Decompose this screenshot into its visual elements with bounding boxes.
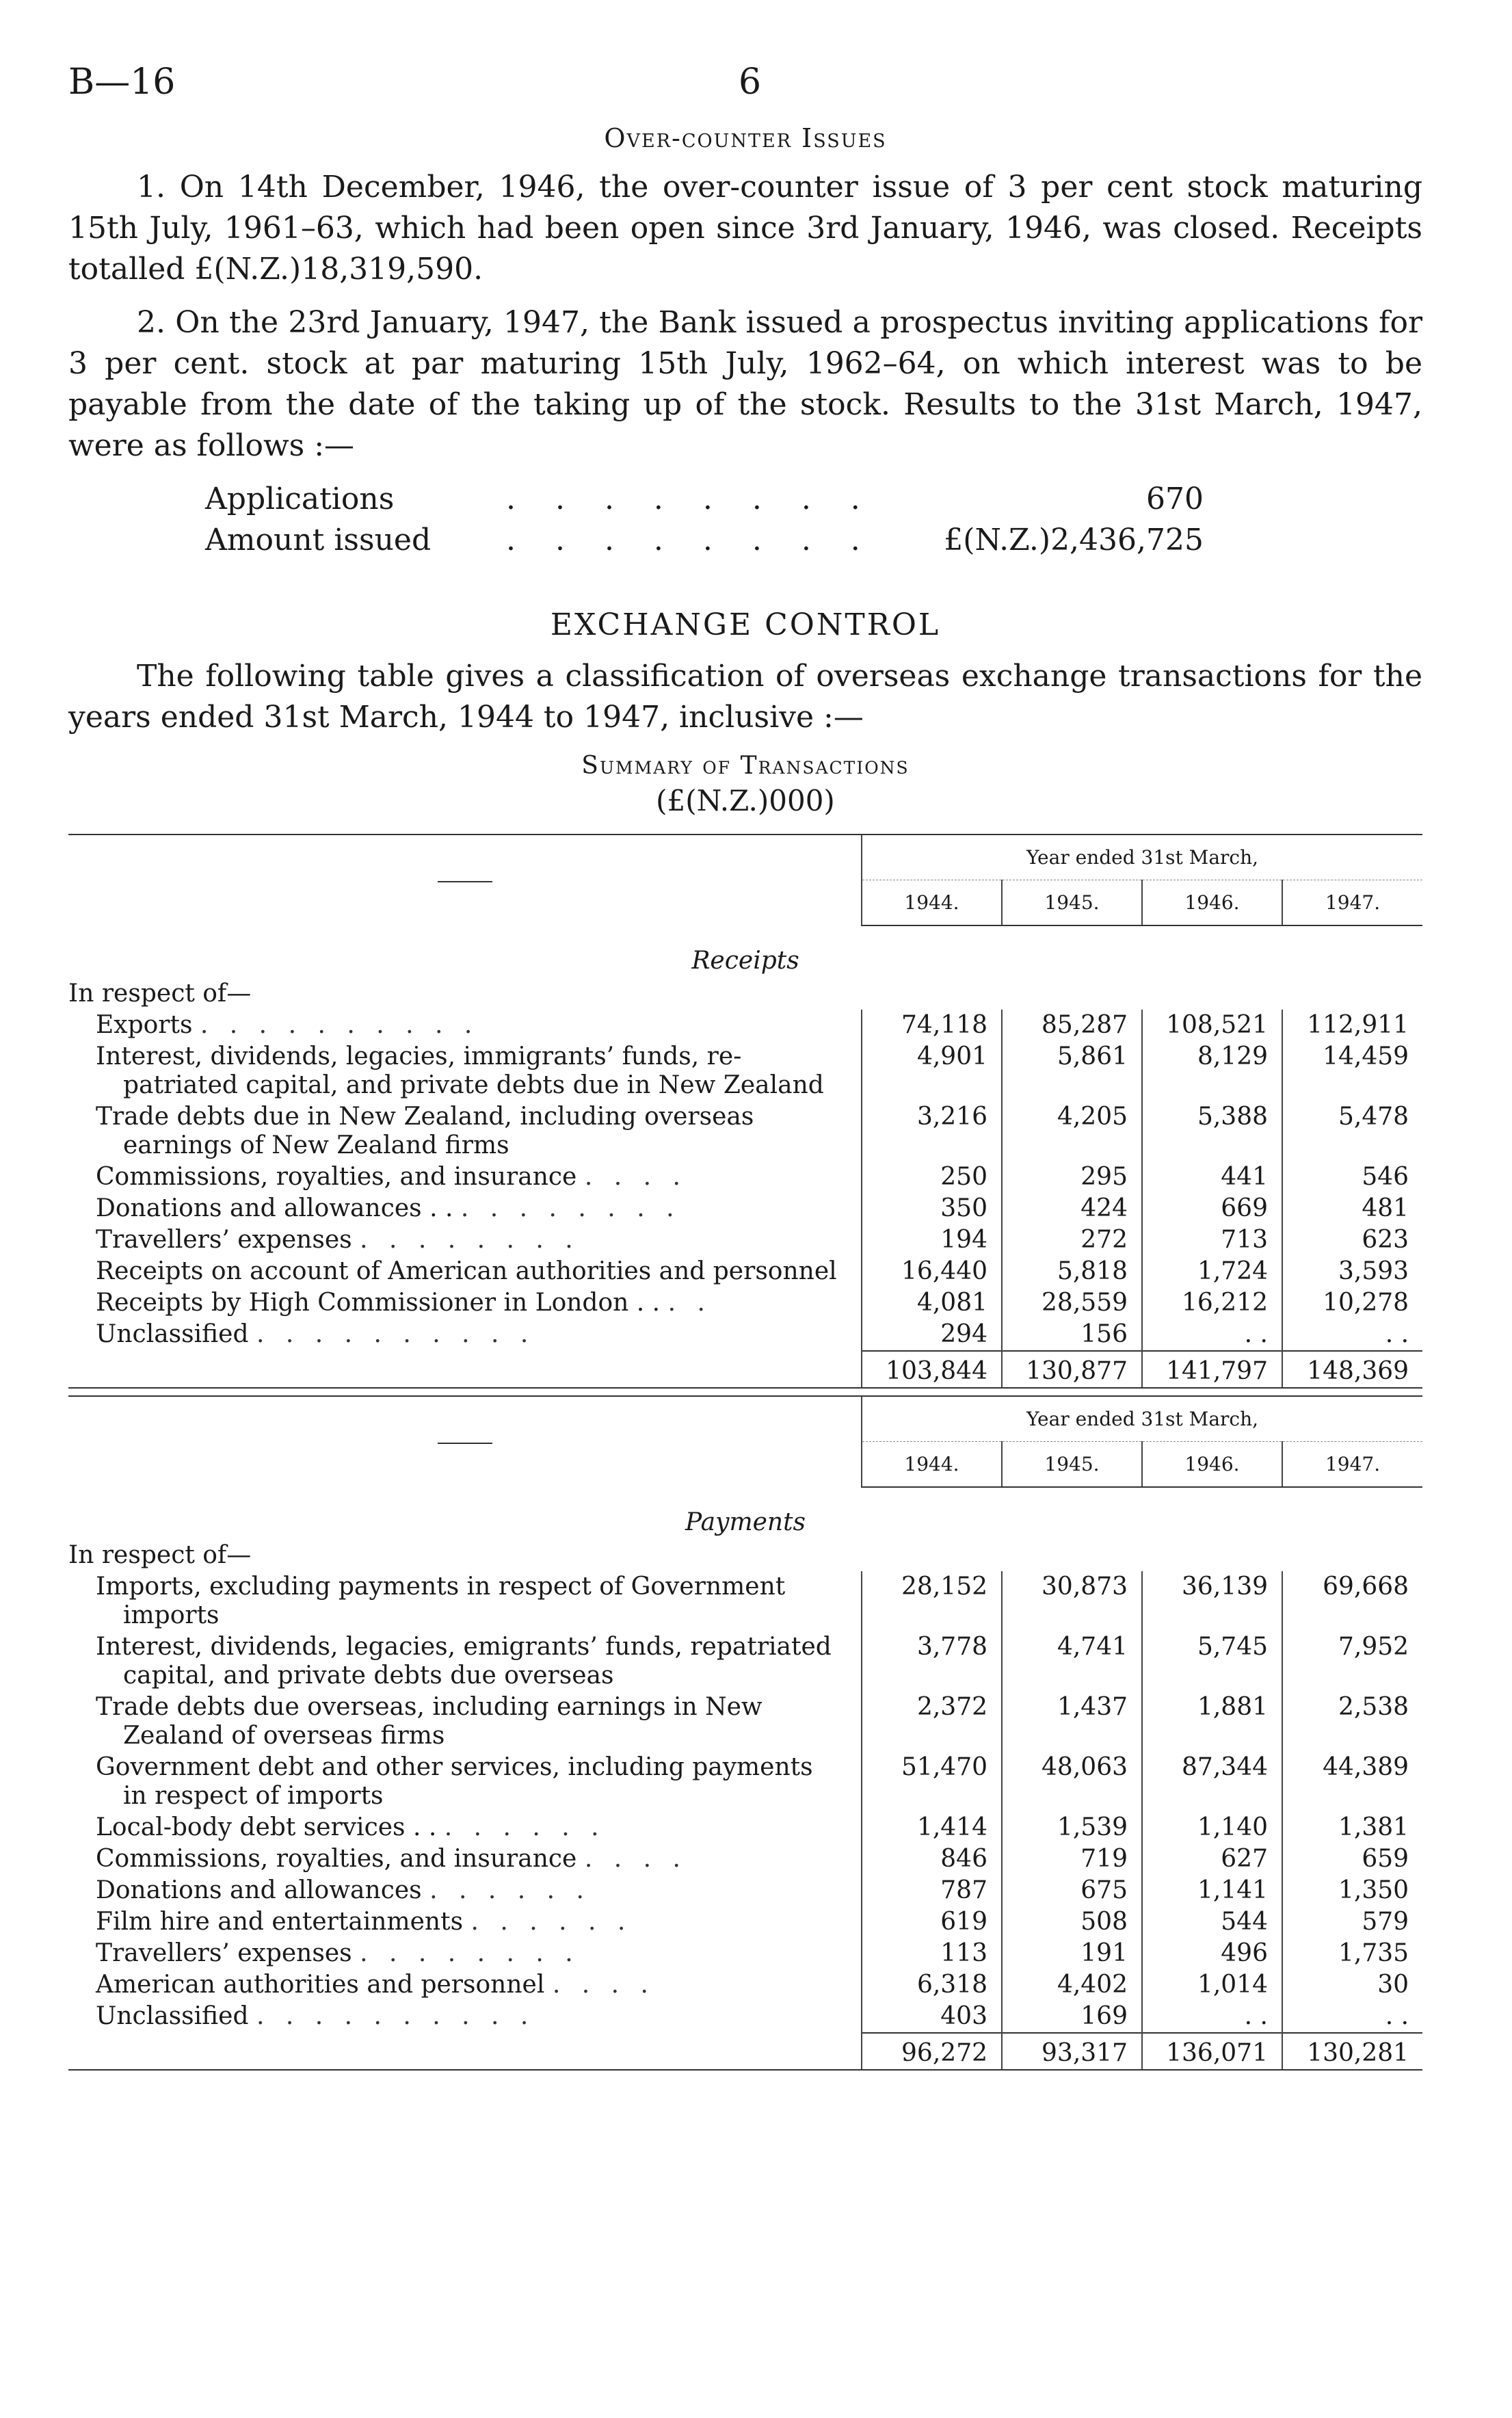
value-cell: 113: [862, 1938, 1002, 1969]
row-description: Trade debts due in New Zealand, including overseas earnings of New Zealand firms: [96, 1103, 754, 1159]
value-cell: 4,402: [1002, 1969, 1142, 2001]
receipts-table: [68, 834, 1422, 1389]
table-row: [68, 1041, 1422, 1101]
totals-row: [68, 1351, 1422, 1388]
value-cell: 8,129: [1142, 1041, 1282, 1101]
value-cell: . .: [1142, 1319, 1282, 1351]
value-cell: 1,381: [1282, 1812, 1422, 1843]
row-description: Donations and allowances . . . . . . . . . .: [96, 1194, 681, 1222]
value-cell: 6,318: [862, 1969, 1002, 2001]
total-cell: 96,272: [862, 2033, 1002, 2070]
dot-leader: . . . . . . . .: [360, 1939, 580, 1967]
dot-leader: . . . . . . . .: [460, 1194, 681, 1222]
year-span-header: Year ended 31st March,: [862, 1396, 1422, 1442]
value-cell: 424: [1002, 1193, 1142, 1224]
section-heading-receipts: Receipts: [691, 947, 799, 975]
value-cell: 16,212: [1142, 1287, 1282, 1319]
table-row: [68, 2001, 1422, 2033]
total-cell: 130,281: [1282, 2033, 1422, 2070]
value-cell: 5,478: [1282, 1101, 1422, 1161]
dot-leader: . . . .: [584, 1845, 687, 1873]
value-cell: 191: [1002, 1938, 1142, 1969]
value-cell: 194: [862, 1224, 1002, 1256]
value-cell: 787: [862, 1875, 1002, 1906]
value-cell: 48,063: [1002, 1752, 1142, 1812]
exchange-control-title: EXCHANGE CONTROL: [550, 607, 941, 642]
value-cell: 69,668: [1282, 1571, 1422, 1631]
table-row: [68, 1843, 1422, 1875]
value-cell: 579: [1282, 1906, 1422, 1938]
value-cell: 403: [862, 2001, 1002, 2033]
table-row: [68, 1287, 1422, 1319]
row-description: Film hire and entertainments . . . . . .: [96, 1908, 633, 1936]
table-row: [68, 1875, 1422, 1906]
value-cell: 16,440: [862, 1256, 1002, 1287]
value-cell: 30,873: [1002, 1571, 1142, 1631]
dot-leader: . . . . . . . . . .: [256, 2002, 535, 2030]
value-cell: 3,216: [862, 1101, 1002, 1161]
value-cell: 3,593: [1282, 1256, 1422, 1287]
value-cell: 1,735: [1282, 1938, 1422, 1969]
value-cell: 2,372: [862, 1692, 1002, 1752]
value-cell: 623: [1282, 1224, 1422, 1256]
table-row: [68, 1812, 1422, 1843]
value-cell: 481: [1282, 1193, 1422, 1224]
row-description: Imports, excluding payments in respect of Government imports: [96, 1573, 786, 1629]
year-header: 1947.: [1282, 1442, 1422, 1488]
result-row-amount-issued: Amount issued . . . . . . . . £(N.Z.)2,436,725: [205, 523, 1204, 557]
value-cell: 619: [862, 1906, 1002, 1938]
table-row: [68, 1571, 1422, 1631]
value-cell: 295: [1002, 1161, 1142, 1193]
table-row: [68, 1752, 1422, 1812]
results-list: [205, 479, 1368, 561]
row-description: Trade debts due overseas, including earnings in New Zealand of overseas firms: [96, 1693, 762, 1750]
table-row: [68, 1319, 1422, 1351]
page-header: [68, 62, 1422, 123]
dot-leader: . . . . . . . .: [360, 1226, 580, 1254]
over-counter-paragraph-2: 2. On the 23rd January, 1947, the Bank issued a prospectus inviting applications for 3 per cent. stock at par maturing 15th July, 1962–64, on which interest was to be payable from the date of the taking up of the stock. Results to the 31st March, 1947, were as follows :—: [68, 305, 1422, 463]
dash-mark: [438, 881, 492, 882]
value-cell: 846: [862, 1843, 1002, 1875]
dash-mark: [438, 1443, 492, 1444]
row-description: Receipts on account of American authorities and personnel: [96, 1257, 837, 1285]
table-row: [68, 1692, 1422, 1752]
table-row: [68, 1631, 1422, 1692]
value-cell: 546: [1282, 1161, 1422, 1193]
value-cell: 1,724: [1142, 1256, 1282, 1287]
table-row: [68, 1161, 1422, 1193]
value-cell: 544: [1142, 1906, 1282, 1938]
row-description: Receipts by High Commissioner in London . . . .: [96, 1289, 712, 1317]
value-cell: 4,901: [862, 1041, 1002, 1101]
table-row: [68, 1906, 1422, 1938]
table-row: [68, 1969, 1422, 2001]
dot-leader: . . . .: [584, 1163, 687, 1191]
value-cell: 87,344: [1142, 1752, 1282, 1812]
row-description: Interest, dividends, legacies, emigrants’ funds, repatriated capital, and private debts due overseas: [96, 1633, 832, 1690]
value-cell: 156: [1002, 1319, 1142, 1351]
year-header: 1946.: [1142, 1442, 1282, 1488]
value-cell: 2,538: [1282, 1692, 1422, 1752]
dot-leader: . .: [667, 1289, 712, 1317]
value-cell: 5,861: [1002, 1041, 1142, 1101]
value-cell: 294: [862, 1319, 1002, 1351]
value-cell: 74,118: [862, 1010, 1002, 1041]
table-unit: (£(N.Z.)000): [656, 784, 835, 817]
document-code: B—16: [68, 62, 176, 103]
result-row-applications: Applications . . . . . . . . 670: [205, 482, 1204, 516]
total-cell: 103,844: [862, 1351, 1002, 1388]
row-description: Donations and allowances . . . . . .: [96, 1876, 591, 1904]
over-counter-paragraph-1: 1. On 14th December, 1946, the over-counter issue of 3 per cent stock maturing 15th July, 1961–63, which had been open since 3rd January, 1946, was closed. Receipts totalled £(N.Z.)18,319,590.: [68, 170, 1422, 287]
section-heading-payments: Payments: [685, 1508, 806, 1536]
value-cell: 5,745: [1142, 1631, 1282, 1692]
year-header: 1945.: [1002, 1442, 1142, 1488]
total-cell: 136,071: [1142, 2033, 1282, 2070]
row-description: Local-body debt services . . . . . . . .: [96, 1813, 606, 1841]
total-cell: 141,797: [1142, 1351, 1282, 1388]
value-cell: 508: [1002, 1906, 1142, 1938]
value-cell: 627: [1142, 1843, 1282, 1875]
value-cell: 1,014: [1142, 1969, 1282, 2001]
value-cell: 4,081: [862, 1287, 1002, 1319]
value-cell: 1,437: [1002, 1692, 1142, 1752]
value-cell: 1,141: [1142, 1875, 1282, 1906]
value-cell: 28,559: [1002, 1287, 1142, 1319]
value-cell: 496: [1142, 1938, 1282, 1969]
payments-table: [68, 1395, 1422, 2071]
year-header: 1944.: [862, 1442, 1002, 1488]
value-cell: 108,521: [1142, 1010, 1282, 1041]
value-cell: 1,539: [1002, 1812, 1142, 1843]
value-cell: 44,389: [1282, 1752, 1422, 1812]
value-cell: 719: [1002, 1843, 1142, 1875]
table-row: [68, 1101, 1422, 1161]
value-cell: 10,278: [1282, 1287, 1422, 1319]
table-row: [68, 1938, 1422, 1969]
value-cell: 14,459: [1282, 1041, 1422, 1101]
row-description: Commissions, royalties, and insurance . . . .: [96, 1163, 687, 1191]
value-cell: 30: [1282, 1969, 1422, 2001]
table-row: [68, 1193, 1422, 1224]
exchange-control-paragraph: The following table gives a classification of overseas exchange transactions for the years ended 31st March, 1944 to 1947, inclusive :—: [68, 659, 1422, 735]
value-cell: 5,388: [1142, 1101, 1282, 1161]
value-cell: 1,881: [1142, 1692, 1282, 1752]
value-cell: 350: [862, 1193, 1002, 1224]
dot-leader: . . . . . .: [444, 1813, 606, 1841]
value-cell: 441: [1142, 1161, 1282, 1193]
value-cell: 675: [1002, 1875, 1142, 1906]
dot-leader: . . . . . . . . . .: [200, 1011, 479, 1039]
row-description: Unclassified . . . . . . . . . .: [96, 1320, 535, 1348]
dot-leader: . . . . . .: [470, 1908, 633, 1936]
value-cell: 7,952: [1282, 1631, 1422, 1692]
year-header: 1946.: [1142, 880, 1282, 926]
value-cell: . .: [1282, 2001, 1422, 2033]
value-cell: 4,205: [1002, 1101, 1142, 1161]
value-cell: 713: [1142, 1224, 1282, 1256]
value-cell: 1,140: [1142, 1812, 1282, 1843]
row-description: Travellers’ expenses . . . . . . . .: [96, 1226, 580, 1254]
value-cell: 3,778: [862, 1631, 1002, 1692]
value-cell: 659: [1282, 1843, 1422, 1875]
value-cell: 5,818: [1002, 1256, 1142, 1287]
row-description: Unclassified . . . . . . . . . .: [96, 2002, 535, 2030]
table-row: [68, 1224, 1422, 1256]
row-description: Government debt and other services, including payments in respect of imports: [96, 1753, 813, 1810]
dot-leader: . . . . . .: [429, 1876, 591, 1904]
row-description: American authorities and personnel . . . .: [96, 1971, 655, 1999]
value-cell: 1,414: [862, 1812, 1002, 1843]
table-row: [68, 1010, 1422, 1041]
row-description: Commissions, royalties, and insurance . . . .: [96, 1845, 687, 1873]
value-cell: 85,287: [1002, 1010, 1142, 1041]
totals-row: [68, 2033, 1422, 2070]
year-header: 1944.: [862, 880, 1002, 926]
value-cell: 112,911: [1282, 1010, 1422, 1041]
value-cell: 272: [1002, 1224, 1142, 1256]
value-cell: 4,741: [1002, 1631, 1142, 1692]
dot-leader: . . . . . . . . . .: [256, 1320, 535, 1348]
year-span-header: Year ended 31st March,: [862, 835, 1422, 880]
total-cell: 148,369: [1282, 1351, 1422, 1388]
value-cell: 28,152: [862, 1571, 1002, 1631]
group-label: In respect of—: [68, 1541, 252, 1569]
total-cell: 93,317: [1002, 2033, 1142, 2070]
row-description: Interest, dividends, legacies, immigrants’ funds, re- patriated capital, and private debts due in New Zealand: [96, 1042, 824, 1099]
value-cell: 51,470: [862, 1752, 1002, 1812]
value-cell: 36,139: [1142, 1571, 1282, 1631]
dot-leader: . . . .: [552, 1971, 655, 1999]
over-counter-title: Over-counter Issues: [604, 123, 887, 153]
value-cell: 169: [1002, 2001, 1142, 2033]
row-description: Exports . . . . . . . . . .: [96, 1011, 479, 1039]
page-number: 6: [739, 62, 762, 103]
value-cell: . .: [1282, 1319, 1422, 1351]
table-caption: Summary of Transactions: [581, 752, 910, 780]
value-cell: . .: [1142, 2001, 1282, 2033]
year-header: 1945.: [1002, 880, 1142, 926]
group-label: In respect of—: [68, 980, 252, 1008]
value-cell: 250: [862, 1161, 1002, 1193]
year-header: 1947.: [1282, 880, 1422, 926]
row-description: Travellers’ expenses . . . . . . . .: [96, 1939, 580, 1967]
table-row: [68, 1256, 1422, 1287]
value-cell: 669: [1142, 1193, 1282, 1224]
total-cell: 130,877: [1002, 1351, 1142, 1388]
document-page: [68, 62, 1422, 2077]
value-cell: 1,350: [1282, 1875, 1422, 1906]
